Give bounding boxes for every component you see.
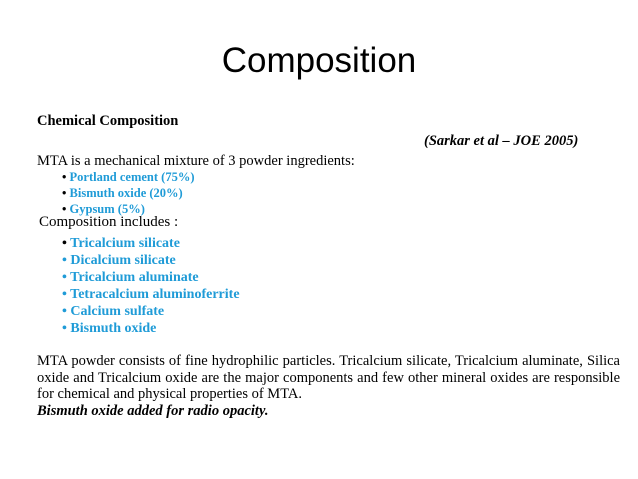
- includes-heading: Composition includes :: [39, 214, 179, 230]
- component-item: • Dicalcium silicate: [62, 253, 176, 268]
- component-item: • Tetracalcium aluminoferrite: [62, 287, 240, 302]
- citation: (Sarkar et al – JOE 2005): [424, 133, 579, 149]
- slide-title: Composition: [221, 41, 417, 80]
- description-paragraph: MTA powder consists of fine hydrophilic particles. Tricalcium silicate, Tricalcium aluminate, Silica oxide and Tricalcium oxide are the major components and few other mineral oxides are responsible for chemical and physical properties of MTA.: [37, 353, 620, 403]
- component-item: • Tricalcium aluminate: [62, 270, 199, 285]
- component-item: • Calcium sulfate: [62, 304, 165, 319]
- ingredient-item: • Bismuth oxide (20%): [62, 186, 183, 200]
- ingredient-item: • Portland cement (75%): [62, 170, 195, 184]
- section-heading: Chemical Composition: [37, 113, 179, 129]
- intro-text: MTA is a mechanical mixture of 3 powder ingredients:: [37, 153, 355, 169]
- component-item: • Bismuth oxide: [62, 321, 157, 336]
- closing-note: Bismuth oxide added for radio opacity.: [37, 403, 269, 419]
- component-item: • Tricalcium silicate: [62, 236, 180, 251]
- ingredient-item: • Gypsum (5%): [62, 202, 145, 216]
